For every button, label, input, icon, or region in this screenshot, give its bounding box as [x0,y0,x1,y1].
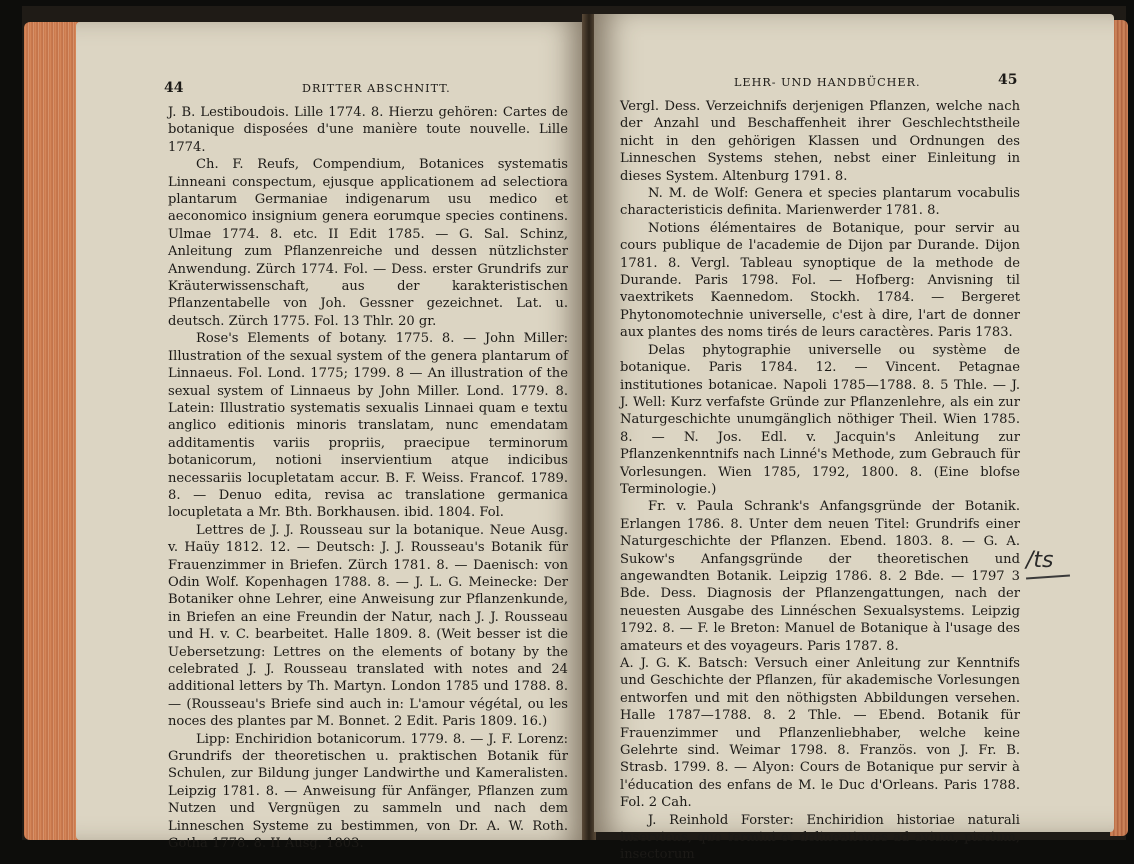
paragraph: J. B. Lestiboudois. Lille 1774. 8. Hierzu gehören: Cartes de botanique disposées d'une manière toute nouvelle. Lille 1774. [168,105,568,155]
right-page [594,14,1114,863]
running-head-left: DRITTER ABSCHNITT. [302,82,451,95]
paragraph: Rose's Elements of botany. 1775. 8. — John Miller: Illustration of the sexual system of the genera plantarum of Linnaeus. Fol. Lond. 1775; 1799. 8 — An illustration of the sexual system of Linnaeus by John Miller. Lond. 1779. 8. Latein: Illustratio systematis sexualis Linnaei quam e textu anglico editionis minoris translatam, nunc emendatam additamentis variis propriis, praecipue terminorum botanicorum, notioni inservientium atque indicibus necessariis locupletatam accur. B. F. Weiss. Francof. 1789. 8. — Denuo edita, revisa ac translatione germanica locupletata a Mr. Bth. Borkhausen. ibid. 1804. Fol. [168,331,568,521]
paragraph: Delas phytographie universelle ou système de botanique. Paris 1784. 12. — Vincent. Petagnae institutiones botanicae. Napoli 1785—1788. 8. 5 Thle. — J. J. Well: Kurz verfafste Gründe zur Pflanzenlehre, als ein zur Naturgeschichte unumgänglich nöthiger Theil. Wien 1785. 8. — N. Jos. Edl. v. Jacquin's Anleitung zur Pflanzenkenntnifs nach Linné's Methode, zum Gebrauch für Vorlesungen. Wien 1785, 1792, 1800. 8. (Eine blofse Terminologie.) [620,342,1020,497]
paragraph: Lettres de J. J. Rousseau sur la botanique. Neue Ausg. v. Haüy 1812. 12. — Deutsch: J. J. Rousseau's Botanik für Frauenzimmer in Briefen. Zürch 1781. 8. — Daenisch: von Odin Wolf. Kopenhagen 1788. 8. — J. L. G. Meinecke: Der Botaniker ohne Lehrer, eine Anweisung zur Pflanzenkunde, in Briefen an eine Freundin der Natur, nach J. J. Rousseau und H. v. C. bearbeitet. Halle 1809. 8. (Weit besser ist die Uebersetzung: Lettres on the elements of botany by the celebrated J. J. Rousseau translated with notes and 24 additional letters by Th. Martyn. London 1785 und 1788. 8. — (Rousseau's Briefe sind auch in: L'amour végétal, ou les noces des plantes par M. Bonnet. 2 Edit. Paris 1809. 16.) [168,522,568,730]
paragraph: A. J. G. K. Batsch: Versuch einer Anleitung zur Kenntnifs und Geschichte der Pflanzen, für akademische Vorlesungen entworfen und mit den nöthigsten Abbildungen versehen. Halle 1787—1788. 8. 2 Thle. — Ebend. Botanik für Frauenzimmer und Pflanzenliebhaber, welche keine Gelehrte sind. Weimar 1798. 8. Französ. von J. Fr. B. Strasb. 1799. 8. — Alyon: Cours de Botanique pur servir à l'éducation des enfans de M. le Duc d'Orleans. Paris 1788. Fol. 2 Cah. [620,656,1020,811]
paragraph: Lipp: Enchiridion botanicorum. 1779. 8. — J. F. Lorenz: Grundrifs der theoretischen u. praktischen Botanik für Schulen, zur Bildung junger Landwirthe und Kameralisten. Leipzig 1781. 8. — Anweisung für Anfänger, Pflanzen zum Nutzen und Vergnügen zu sammeln und nach dem Linneschen Systeme zu bestimmen, von Dr. A. W. Roth. Gotha 1778. 8. II Ausg. 1803. [168,731,568,852]
right-page-text [620,98,1020,864]
page-number-right: 45 [998,72,1018,88]
handwritten-margin-note: /ts [1026,548,1054,573]
paragraph: J. Reinhold Forster: Enchiridion historiae naturali inserviens, quo termini et delineationes ad avium, piscium, insectorum [620,812,1020,863]
left-page-text [168,104,568,852]
left-page [76,22,584,852]
running-head-right: LEHR- UND HANDBÜCHER. [734,76,921,89]
paragraph: Fr. v. Paula Schrank's Anfangsgründe der Botanik. Erlangen 1786. 8. Unter dem neuen Titel: Grundrifs einer Naturgeschichte der Pflanzen. Ebend. 1803. 8. — G. A. Sukow's Anfangsgründe der theoretischen und angewandten Botanik. Leipzig 1786. 8. 2 Bde. — 1797 3 Bde. Dess. Diagnosis der Pflanzengattungen, nach der neuesten Ausgabe des Linnéschen Sexualsystems. Leipzig 1792. 8. — F. le Breton: Manuel de Botanique à l'usage des amateurs et des voyageurs. Paris 1787. 8. [620,499,1020,654]
paragraph: Notions élémentaires de Botanique, pour servir au cours publique de l'academie de Dijon par Durande. Dijon 1781. 8. Vergl. Tableau synoptique de la methode de Durande. Paris 1798. Fol. — Hofberg: Anvisning til vaextrikets Kaennedom. Stockh. 1784. — Bergeret Phytonomotechnie universelle, c'est à dire, l'art de donner aux plantes des noms tirés de leurs caractères. Paris 1783. [620,220,1020,341]
page-number-left: 44 [164,80,184,96]
paragraph: N. M. de Wolf: Genera et species plantarum vocabulis characteristicis definita. Marienwerder 1781. 8. [620,186,1020,219]
paragraph: Ch. F. Reufs, Compendium, Botanices systematis Linneani conspectum, ejusque applicationem ad selectiora plantarum Germaniae indigenarum usu medico et aeconomico insignium genera eorumque species continens. Ulmae 1774. 8. etc. II Edit 1785. — G. Sal. Schinz, Anleitung zum Pflanzenreiche und dessen nützlichster Anwendung. Zürch 1774. Fol. — Dess. erster Grundrifs zur Kräuterwissenschaft, aus der karakteristischen Pflanzentabelle von Joh. Gessner gezeichnet. Lat. u. deutsch. Zürch 1775. Fol. 13 Thlr. 20 gr. [168,157,568,329]
paragraph: Vergl. Dess. Verzeichnifs derjenigen Pflanzen, welche nach der Anzahl und Beschaffenheit ihrer Geschlechtstheile nicht in den gehörigen Klassen und Ordnungen des Linneschen Systems stehen, nebst einer Einleitung in dieses System. Altenburg 1791. 8. [620,99,1020,184]
